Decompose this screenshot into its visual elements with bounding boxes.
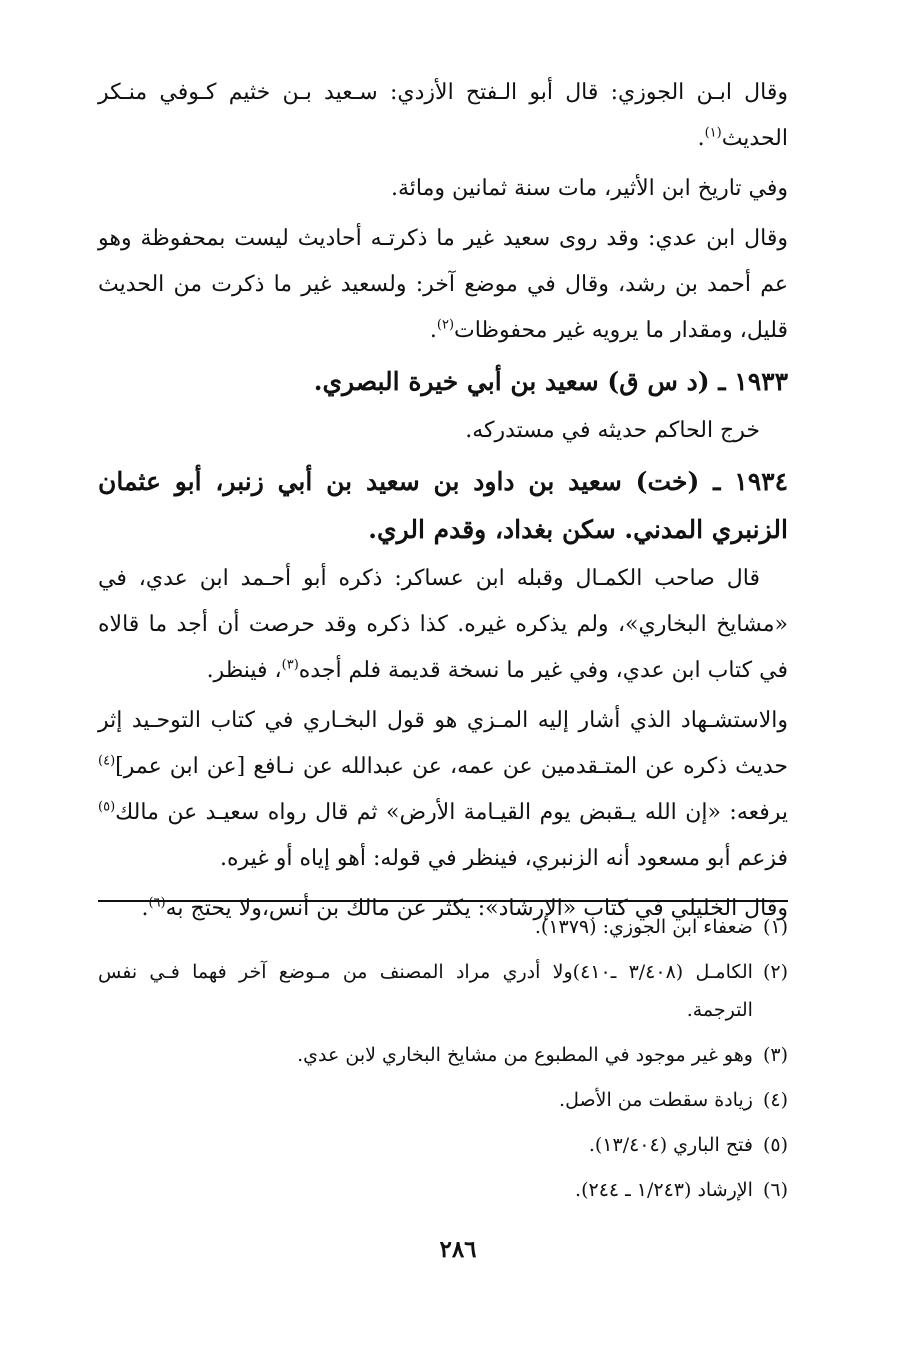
footnote-number: (٥) xyxy=(762,1134,788,1156)
footnote-ref-2[interactable]: (٢) xyxy=(436,317,455,333)
footnote-6 xyxy=(98,1171,788,1209)
footnote-4 xyxy=(98,1081,788,1119)
footnote-ref-3[interactable]: (٣) xyxy=(281,657,299,673)
paragraph-ibn-jawzi: وقال ابـن الجوزي: قال أبو الـفتح الأزدي: سـعيد بـن خثيم كـوفي منـكر الحديث$^{(١)}$. xyxy=(98,80,788,151)
footnote-text: الإرشاد (١/٢٤٣ ـ ٢٤٤). xyxy=(575,1179,753,1201)
footnote-text: ضعفاء ابن الجوزي: (١٣٧٩). xyxy=(534,916,753,938)
footnote-number: (٣) xyxy=(762,1044,788,1066)
footnote-ref-1[interactable]: (١) xyxy=(704,125,722,141)
footnote-number: (٤) xyxy=(762,1089,788,1111)
footnote-2 xyxy=(98,953,788,1029)
footnote-3 xyxy=(98,1036,788,1074)
main-text xyxy=(98,70,788,936)
footnote-text: فتح الباري (١٣/٤٠٤). xyxy=(588,1134,753,1156)
footnotes xyxy=(98,908,788,1216)
paragraph-hakim: خرج الحاكم حديثه في مستدركه. xyxy=(465,418,760,443)
footnote-text: وهو غير موجود في المطبوع من مشايخ البخاري لابن عدي. xyxy=(297,1044,753,1066)
footnote-ref-5[interactable]: (٥) xyxy=(98,799,116,815)
footnote-number: (٢) xyxy=(762,961,788,983)
footnote-text: زيادة سقطت من الأصل. xyxy=(559,1089,753,1111)
entry-heading-1934: ١٩٣٤ ـ (خت) سعيد بن داود بن سعيد بن أبي زنبر، أبو عثمان الزنبري المدني. سكن بغداد، وقدم الري. xyxy=(98,467,788,544)
footnote-ref-6[interactable]: (٦) xyxy=(148,895,166,911)
paragraph-khalili: وقال الخليلي في كتاب «الإرشاد»: يكثر عن مالك بن أنس،ولا يحتج به$^{(٦)}$. xyxy=(141,895,788,921)
paragraph-ibn-athir: وفي تاريخ ابن الأثير، مات سنة ثمانين ومائة. xyxy=(391,176,788,201)
entry-heading-1933: ١٩٣٣ ـ (د س ق) سعيد بن أبي خيرة البصري. xyxy=(313,367,788,396)
footnote-divider xyxy=(98,900,788,902)
footnote-text: الكامـل (٣/٤٠٨ ـ٤١٠)ولا أدري مراد المصنف من مـوضع آخر فهما فـي نفس الترجمة. xyxy=(98,961,753,1021)
footnote-ref-4[interactable]: (٤) xyxy=(98,753,116,769)
paragraph-kamal: قال صاحب الكمـال وقبله ابن عساكر: ذكره أبو أحـمد ابن عدي، في «مشايخ البخاري»، ولم يذكره غيره. كذا ذكره وقد حرصت أن أجد ما قالاه في كتاب ابن عدي، وفي غير ما نسخة قديمة فلم أجده$^{(٣)}$، فينظر. xyxy=(98,566,788,683)
paragraph-ibn-adi: وقال ابن عدي: وقد روى سعيد غير ما ذكرتـه أحاديث ليست بمحفوظة وهو عم أحمد بن رشد، وقال في موضع آخر: ولسعيد غير ما ذكرت من الحديث قليل، ومقدار ما يرويه غير محفوظات$^{(٢)}$. xyxy=(98,226,788,343)
footnote-number: (١) xyxy=(762,916,788,938)
footnote-1 xyxy=(98,908,788,946)
page-number: ٢٨٦ xyxy=(439,1236,477,1263)
paragraph-istishhad: والاستشـهاد الذي أشار إليه المـزي هو قول البخـاري في كتاب التوحـيد إثر حديث ذكره عن المتـقدمين عن عمه، عن عبدالله عن نـافع [عن ابن عمر]$^{(٤)}$ يرفعه: «إن الله يـقبض يوم القيـامة الأرض» ثم قال رواه سعيـد عن مالك$^{(٥)}$ فزعم أبو مسعود أنه الزنبري، فينظر في قوله: أهو إياه أو غيره. xyxy=(98,708,788,871)
footnote-5 xyxy=(98,1126,788,1164)
footnote-number: (٦) xyxy=(762,1179,788,1201)
